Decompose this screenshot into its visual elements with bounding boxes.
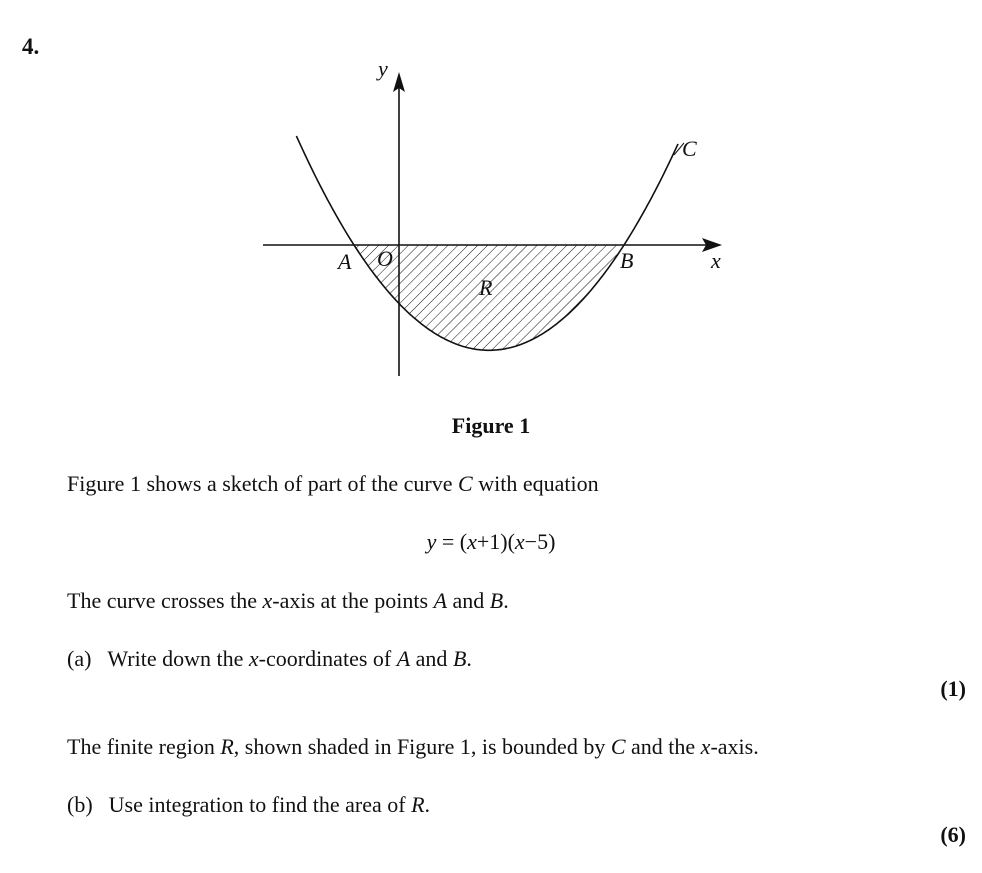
crosses-b: B [489,588,504,613]
eq-eq: = ( [436,529,468,554]
intro-curve: C [458,471,473,496]
crosses-s1: The curve crosses the [67,588,263,613]
part-a-marks: (1) [940,676,966,701]
crosses-s4: . [503,588,509,613]
point-b-label: B [620,248,634,273]
eq-lhs: y [426,529,437,554]
eq-x1: x [467,529,477,554]
region-r: R [220,734,234,759]
eq-p1: +1)( [476,529,515,554]
crosses-a: A [433,588,448,613]
region-s4: -axis. [710,734,759,759]
crosses-s2: -axis at the points [272,588,434,613]
region-c: C [610,734,626,759]
part-b-text [67,792,430,818]
intro-after: with equation [472,471,599,496]
part-a-s3: and [410,646,453,671]
part-a-label: (a) [67,646,92,671]
region-s3: and the [625,734,701,759]
part-b-s1: Use integration to find the area of [108,792,412,817]
part-b-r: R [411,792,425,817]
part-a-b: B [452,646,467,671]
intro-text [67,471,599,497]
part-b-label: (b) [67,792,93,817]
curve-c-label: C [682,136,697,161]
part-b-marks: (6) [940,822,966,847]
part-b-s2: . [424,792,431,817]
part-a-a: A [396,646,411,671]
crosses-x: x [262,588,273,613]
crosses-s3: and [447,588,490,613]
part-a-s2: -coordinates of [258,646,397,671]
curve-equation [0,529,982,555]
intro-before: Figure 1 shows a sketch of part of the curve [67,471,459,496]
point-a-label: A [338,249,352,274]
question-number: 4. [22,34,40,59]
eq-p2: −5) [524,529,556,554]
region-text [67,734,759,760]
region-s2: , shown shaded in Figure 1, is bounded by [233,734,611,759]
region-s1: The finite region [67,734,221,759]
x-axis-label: x [711,248,721,273]
crosses-text [67,588,509,614]
region-x: x [700,734,711,759]
part-a-s4: . [466,646,472,671]
part-a-x: x [248,646,259,671]
part-a-s1: Write down the [107,646,249,671]
region-r-label: R [479,275,493,300]
figure-caption: Figure 1 [451,413,531,438]
part-a-text [67,646,472,672]
y-axis-label: y [378,56,388,81]
figure-1-sketch [0,0,982,400]
eq-x2: x [514,529,525,554]
origin-label: O [377,246,393,271]
